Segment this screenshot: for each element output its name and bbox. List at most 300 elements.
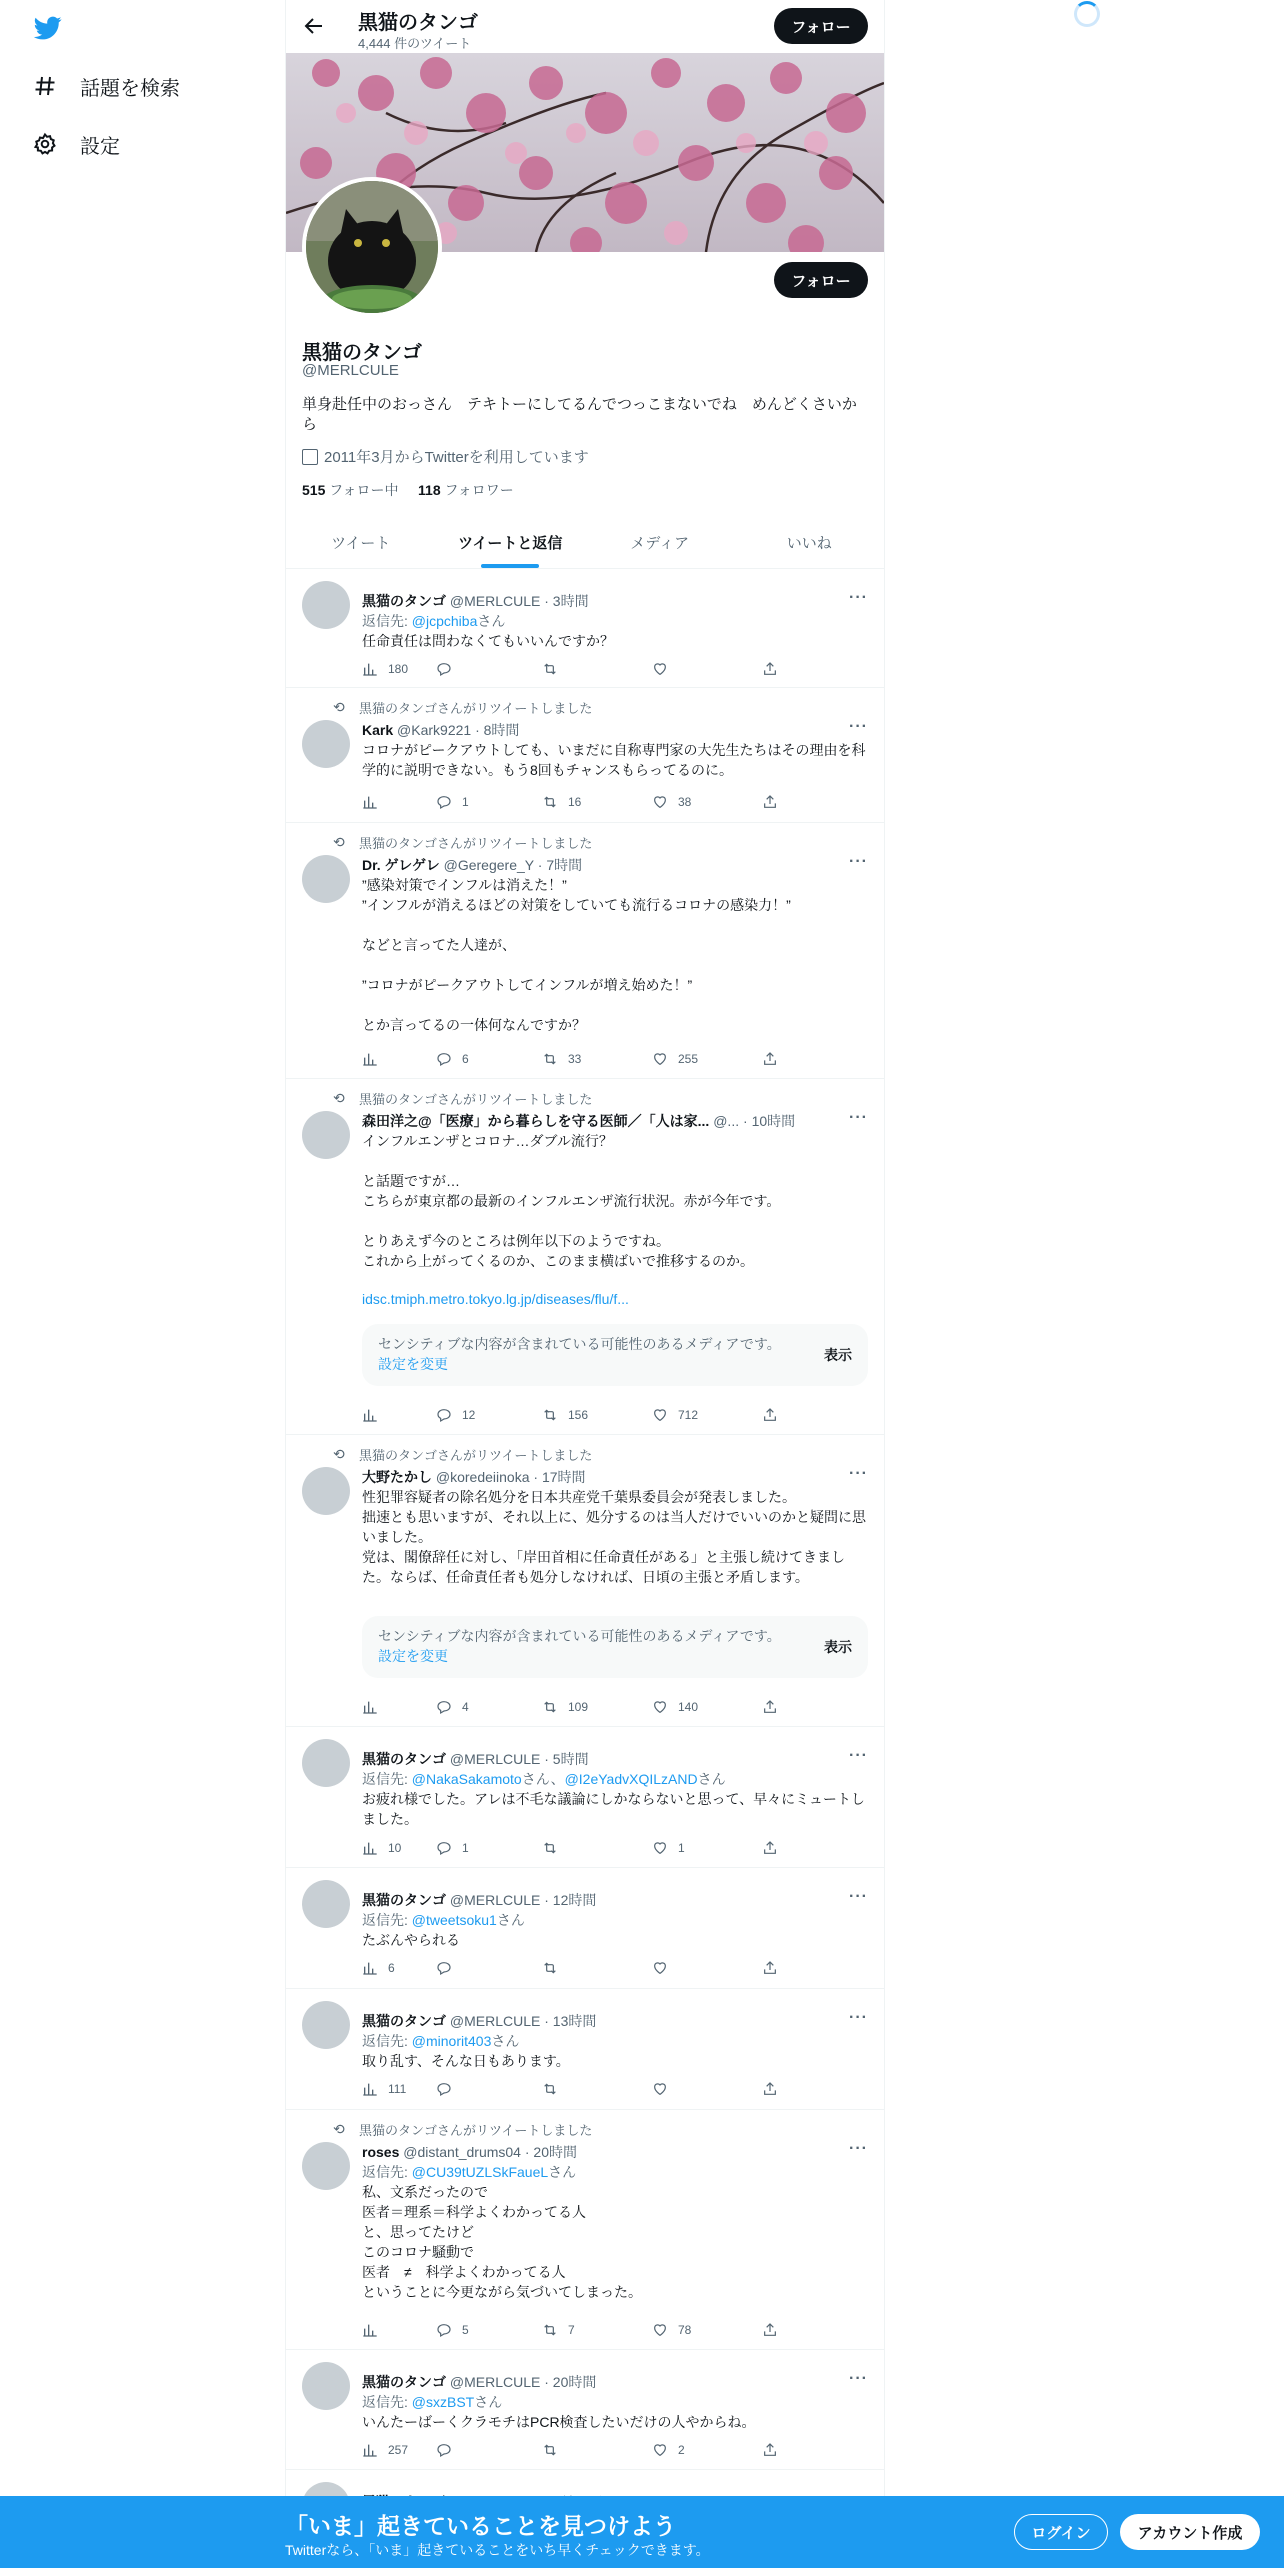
heart-icon bbox=[652, 1407, 668, 1423]
author-name[interactable]: 黒猫のタンゴ bbox=[362, 2013, 446, 2029]
reply-to-user-link[interactable]: @I2eYadvXQILzAND bbox=[564, 1771, 698, 1787]
views-button[interactable] bbox=[362, 661, 408, 677]
reply-suffix: さん bbox=[477, 613, 506, 629]
more-options-icon[interactable]: ··· bbox=[849, 2370, 868, 2387]
author-handle[interactable]: @Geregere_Y bbox=[443, 857, 534, 873]
share-icon bbox=[762, 1407, 778, 1423]
gear-icon bbox=[32, 131, 58, 157]
reply-button[interactable] bbox=[436, 1051, 469, 1067]
reply-icon bbox=[436, 2322, 452, 2338]
reply-button[interactable] bbox=[436, 661, 462, 677]
like-button[interactable] bbox=[652, 794, 691, 810]
reply-count: 1 bbox=[462, 795, 469, 809]
views-icon bbox=[362, 1051, 378, 1067]
views-count: 257 bbox=[388, 2443, 409, 2457]
retweet-icon bbox=[542, 1840, 558, 1856]
tweet-actions bbox=[362, 661, 782, 681]
profile-joined bbox=[302, 446, 589, 467]
tweet-actions bbox=[362, 1051, 782, 1071]
share-button[interactable] bbox=[762, 2442, 788, 2458]
heart-icon bbox=[652, 1960, 668, 1976]
tweet-text: たぶんやられる bbox=[362, 1932, 460, 1948]
nav-settings[interactable] bbox=[32, 124, 120, 164]
author-handle[interactable]: @MERLCULE bbox=[449, 593, 541, 609]
retweet-icon bbox=[542, 1407, 558, 1423]
reply-icon bbox=[436, 2442, 452, 2458]
tweet-text: 任命責任は問わなくてもいいんですか？ bbox=[362, 633, 614, 649]
likes-count: 2 bbox=[678, 2443, 685, 2457]
tweet-time[interactable]: 20時間 bbox=[533, 2144, 577, 2160]
reply-count: 6 bbox=[462, 1052, 469, 1066]
tweet-meta: Kark @Kark9221 · 8時間 bbox=[362, 722, 520, 738]
author-name[interactable]: 黒猫のタンゴ bbox=[362, 593, 446, 609]
reply-button[interactable] bbox=[436, 2322, 469, 2338]
reply-button[interactable] bbox=[436, 794, 469, 810]
views-icon bbox=[362, 794, 378, 810]
tweet-actions bbox=[362, 1407, 782, 1427]
tweet-item[interactable] bbox=[286, 1435, 884, 1727]
retweet-indicator bbox=[333, 833, 592, 852]
retweet-icon: ⟲ bbox=[333, 2121, 345, 2137]
retweet-icon bbox=[542, 1960, 558, 1976]
share-button[interactable] bbox=[762, 1699, 788, 1715]
retweet-button[interactable] bbox=[542, 2442, 568, 2458]
profile-joined-text: 2011年3月からTwitterを利用しています bbox=[324, 449, 589, 466]
likes-count: 255 bbox=[678, 1052, 699, 1066]
like-button[interactable] bbox=[652, 1699, 698, 1715]
share-button[interactable] bbox=[762, 1051, 788, 1067]
retweet-button[interactable] bbox=[542, 1051, 581, 1067]
reply-to-user-link[interactable]: @jcpchiba bbox=[411, 613, 478, 629]
reply-to bbox=[362, 2392, 502, 2412]
header-follow-button[interactable]: フォロー bbox=[774, 8, 868, 44]
tweet-text: 私、文系だったので 医者＝理系＝科学よくわかってる人 と、思ってたけど このコロナ騒動で 医者 ≠ 科学よくわかってる人 ということに今更ながら気づいてしまった。 bbox=[362, 2184, 642, 2300]
reply-button[interactable] bbox=[436, 2442, 462, 2458]
share-button[interactable] bbox=[762, 794, 788, 810]
reply-count: 12 bbox=[462, 1408, 476, 1422]
show-media-button[interactable]: 表示 bbox=[824, 1347, 852, 1363]
reply-to bbox=[362, 2031, 519, 2051]
retweet-icon: ⟲ bbox=[333, 699, 345, 715]
signup-button[interactable]: アカウント作成 bbox=[1120, 2514, 1260, 2550]
author-handle[interactable]: @koredeiinoka bbox=[435, 1469, 530, 1485]
retweet-icon bbox=[542, 2442, 558, 2458]
sensitive-media-warning bbox=[362, 1616, 868, 1678]
avatar[interactable] bbox=[302, 2001, 350, 2049]
tweet-time[interactable]: 8時間 bbox=[483, 722, 520, 738]
tweet-meta: 黒猫のタンゴ @MERLCULE · 20時間 bbox=[362, 2374, 597, 2390]
following-count: 515 bbox=[302, 482, 326, 498]
tab-likes[interactable]: いいね bbox=[786, 534, 832, 552]
tweet-text: 性犯罪容疑者の除名処分を日本共産党千葉県委員会が発表しました。 拙速とも思いますが、それ以上に、処分するのは当人だけでいいのかと疑問に思いました。 党は、閣僚辞任に対し、「岸田首相に任命責任がある」と主張し続けてきました。ならば、任命責任者も処分しなければ、日頃の主張と矛盾します。 bbox=[362, 1489, 866, 1585]
reply-to-user-link[interactable]: @sxzBST bbox=[411, 2394, 475, 2410]
tweet-actions bbox=[362, 2322, 782, 2342]
reply-icon bbox=[436, 661, 452, 677]
more-options-icon[interactable]: ··· bbox=[849, 1465, 868, 1482]
share-button[interactable] bbox=[762, 2322, 788, 2338]
tweet-actions bbox=[362, 1840, 782, 1860]
reply-to-user-link[interactable]: @minorit403 bbox=[411, 2033, 492, 2049]
heart-icon bbox=[652, 1051, 668, 1067]
prompt-title: 「いま」起きていることを見つけよう bbox=[285, 2513, 676, 2539]
more-options-icon[interactable]: ··· bbox=[849, 2009, 868, 2026]
reply-suffix: さん bbox=[697, 1771, 726, 1787]
reply-prefix: 返信先: bbox=[362, 2394, 412, 2410]
author-handle[interactable]: @MERLCULE bbox=[449, 2374, 541, 2390]
share-button[interactable] bbox=[762, 1960, 788, 1976]
tweet-meta: 黒猫のタンゴ @MERLCULE · 3時間 bbox=[362, 593, 589, 609]
views-icon bbox=[362, 2442, 378, 2458]
tweet-actions bbox=[362, 1699, 782, 1719]
profile-avatar[interactable] bbox=[302, 177, 442, 317]
profile-handle: @MERLCULE bbox=[302, 362, 399, 379]
avatar[interactable] bbox=[302, 720, 350, 768]
views-icon bbox=[362, 1840, 378, 1856]
avatar[interactable] bbox=[302, 855, 350, 903]
left-sidebar bbox=[0, 0, 285, 2568]
tweet-link[interactable]: idsc.tmiph.metro.tokyo.lg.jp/diseases/flu/f... bbox=[362, 1291, 629, 1307]
heart-icon bbox=[652, 1699, 668, 1715]
tweet-meta: roses @distant_drums04 · 20時間 bbox=[362, 2144, 577, 2160]
loading-spinner-icon bbox=[1074, 1, 1100, 27]
share-icon bbox=[762, 1840, 778, 1856]
more-options-icon[interactable]: ··· bbox=[849, 2140, 868, 2157]
profile-header-bar bbox=[286, 0, 884, 53]
likes-count: 712 bbox=[678, 1408, 699, 1422]
reply-to-user-link[interactable]: @NakaSakamoto bbox=[411, 1771, 522, 1787]
likes-count: 38 bbox=[678, 795, 692, 809]
reply-to-user-link[interactable]: @CU39tUZLSkFaueL bbox=[411, 2164, 549, 2180]
nav-explore[interactable] bbox=[32, 66, 180, 106]
views-count: 6 bbox=[388, 1961, 395, 1975]
reply-to bbox=[362, 1910, 525, 1930]
retweet-icon bbox=[542, 1699, 558, 1715]
following-label: フォロー中 bbox=[329, 482, 399, 498]
sensitive-media-warning bbox=[362, 1324, 868, 1386]
share-button[interactable] bbox=[762, 1840, 788, 1856]
share-button[interactable] bbox=[762, 2081, 788, 2097]
avatar[interactable] bbox=[302, 1111, 350, 1159]
author-name[interactable]: 黒猫のタンゴ bbox=[362, 2374, 446, 2390]
like-button[interactable] bbox=[652, 1407, 698, 1423]
tab-tweets[interactable]: ツイート bbox=[331, 534, 391, 552]
retweet-indicator bbox=[333, 1089, 592, 1108]
retweet-indicator-label: 黒猫のタンゴさんがリツイートしました bbox=[359, 701, 593, 716]
retweet-indicator bbox=[333, 1445, 592, 1464]
views-icon bbox=[362, 2322, 378, 2338]
tweet-time[interactable]: 7時間 bbox=[546, 857, 583, 873]
reply-icon bbox=[436, 1960, 452, 1976]
retweet-icon bbox=[542, 794, 558, 810]
share-icon bbox=[762, 1051, 778, 1067]
like-button[interactable] bbox=[652, 1051, 698, 1067]
retweet-count: 109 bbox=[568, 1700, 589, 1714]
reply-to-user-link[interactable]: @tweetsoku1 bbox=[411, 1912, 497, 1928]
heart-icon bbox=[652, 794, 668, 810]
author-handle[interactable]: @MERLCULE bbox=[449, 1751, 541, 1767]
likes-count: 140 bbox=[678, 1700, 699, 1714]
tweet-time[interactable]: 20時間 bbox=[552, 2374, 597, 2390]
author-handle[interactable]: @distant_drums04 bbox=[403, 2144, 521, 2160]
tweet-item[interactable] bbox=[286, 1727, 884, 1868]
more-options-icon[interactable]: ··· bbox=[849, 718, 868, 735]
nav-settings-label: 設定 bbox=[80, 135, 120, 158]
tweet-actions bbox=[362, 2442, 782, 2462]
reply-prefix: 返信先: bbox=[362, 2164, 412, 2180]
profile-tabs bbox=[286, 516, 884, 569]
retweet-indicator-label: 黒猫のタンゴさんがリツイートしました bbox=[359, 2123, 593, 2138]
followers-count: 118 bbox=[418, 482, 441, 498]
views-button[interactable] bbox=[362, 1051, 388, 1067]
views-button[interactable] bbox=[362, 794, 388, 810]
views-count: 180 bbox=[388, 662, 409, 676]
likes-count: 78 bbox=[678, 2323, 692, 2337]
tweet-time[interactable]: 5時間 bbox=[552, 1751, 589, 1767]
tweet-item[interactable] bbox=[286, 569, 884, 688]
profile-follow-button[interactable]: フォロー bbox=[774, 262, 868, 298]
tweet-actions bbox=[362, 2081, 782, 2101]
views-button[interactable] bbox=[362, 1699, 388, 1715]
tweet-time[interactable]: 17時間 bbox=[541, 1469, 586, 1485]
reply-button[interactable] bbox=[436, 2081, 462, 2097]
retweet-indicator-label: 黒猫のタンゴさんがリツイートしました bbox=[359, 1448, 593, 1463]
retweet-indicator-label: 黒猫のタンゴさんがリツイートしました bbox=[359, 1092, 593, 1107]
following-link[interactable] bbox=[302, 482, 399, 498]
reply-to bbox=[362, 611, 505, 631]
heart-icon bbox=[652, 2322, 668, 2338]
retweet-icon: ⟲ bbox=[333, 834, 345, 850]
like-button[interactable] bbox=[652, 1840, 685, 1856]
tweet-time[interactable]: 10時間 bbox=[751, 1113, 796, 1129]
tweet-text: いんたーばーくクラモチはPCR検査したいだけの人やからね。 bbox=[362, 2414, 756, 2430]
retweet-button[interactable] bbox=[542, 1960, 568, 1976]
retweet-button[interactable] bbox=[542, 1840, 568, 1856]
more-options-icon[interactable]: ··· bbox=[849, 1109, 868, 1126]
like-button[interactable] bbox=[652, 2442, 685, 2458]
retweet-count: 16 bbox=[568, 795, 582, 809]
tweet-meta: 黒猫のタンゴ @MERLCULE · 5時間 bbox=[362, 1751, 589, 1767]
retweet-icon bbox=[542, 661, 558, 677]
tweet-item[interactable] bbox=[286, 823, 884, 1079]
author-name[interactable]: Kark bbox=[362, 722, 394, 738]
tweet-meta: 黒猫のタンゴ @MERLCULE · 12時間 bbox=[362, 1892, 597, 1908]
author-name[interactable]: roses bbox=[362, 2144, 400, 2160]
views-button[interactable] bbox=[362, 1960, 395, 1976]
share-button[interactable] bbox=[762, 1407, 788, 1423]
login-button[interactable]: ログイン bbox=[1014, 2514, 1108, 2550]
like-button[interactable] bbox=[652, 661, 678, 677]
author-name[interactable]: 森田洋之@「医療」から暮らしを守る医師／「人は家... bbox=[362, 1113, 710, 1129]
tweet-text: インフルエンザとコロナ…ダブル流行？ と話題ですが… こちらが東京都の最新のインフルエンザ流行状況。赤が今年です。 とりあえず今のところは例年以下のようですね。 これから上がってくるのか、このまま横ばいで推移するのか。 bbox=[362, 1133, 781, 1269]
reply-icon bbox=[436, 1051, 452, 1067]
retweet-button[interactable] bbox=[542, 1699, 588, 1715]
like-button[interactable] bbox=[652, 2322, 691, 2338]
author-handle[interactable]: @MERLCULE bbox=[449, 1892, 541, 1908]
reply-suffix: さん bbox=[548, 2164, 577, 2180]
signup-prompt-bar bbox=[0, 2496, 1284, 2568]
reply-button[interactable] bbox=[436, 1960, 462, 1976]
prompt-subtitle: Twitterなら、「いま」起きていることをいち早くチェックできます。 bbox=[285, 2542, 710, 2558]
retweet-button[interactable] bbox=[542, 661, 568, 677]
sensitive-text bbox=[378, 1626, 788, 1666]
retweet-indicator-label: 黒猫のタンゴさんがリツイートしました bbox=[359, 836, 593, 851]
avatar[interactable] bbox=[302, 581, 350, 629]
avatar[interactable] bbox=[302, 2142, 350, 2190]
sensitive-notice: センシティブな内容が含まれている可能性のあるメディアです。 bbox=[378, 1336, 781, 1352]
heart-icon bbox=[652, 661, 668, 677]
reply-icon bbox=[436, 1840, 452, 1856]
retweet-button[interactable] bbox=[542, 794, 581, 810]
change-settings-link[interactable]: 設定を変更 bbox=[378, 1356, 448, 1372]
reply-icon bbox=[436, 1407, 452, 1423]
followers-label: フォロワー bbox=[444, 482, 514, 498]
reply-prefix: 返信先: bbox=[362, 1912, 412, 1928]
retweet-button[interactable] bbox=[542, 2322, 575, 2338]
views-button[interactable] bbox=[362, 2322, 388, 2338]
reply-button[interactable] bbox=[436, 1699, 469, 1715]
tweet-text: お疲れ様でした。アレは不毛な議論にしかならないと思って、早々にミュートしました。 bbox=[362, 1791, 865, 1827]
tab-media[interactable]: メディア bbox=[630, 534, 690, 552]
share-icon bbox=[762, 794, 778, 810]
tweet-text: ”感染対策でインフルは消えた！” ”インフルが消えるほどの対策をしていても流行るコロナの感染力！” などと言ってた人達が、 ”コロナがピークアウトしてインフルが増え始めた！” とか言ってるの一体何なんですか？ bbox=[362, 877, 791, 1033]
reply-count: 4 bbox=[462, 1700, 469, 1714]
views-count: 111 bbox=[388, 2082, 407, 2096]
like-button[interactable] bbox=[652, 1960, 678, 1976]
views-button[interactable] bbox=[362, 1840, 401, 1856]
author-name[interactable]: Dr. ゲレゲレ bbox=[362, 857, 440, 873]
reply-suffix: さん bbox=[496, 1912, 525, 1928]
views-icon bbox=[362, 1699, 378, 1715]
views-count: 10 bbox=[388, 1841, 402, 1855]
show-media-button[interactable]: 表示 bbox=[824, 1639, 852, 1655]
more-options-icon[interactable]: ··· bbox=[849, 1747, 868, 1764]
header-name: 黒猫のタンゴ bbox=[358, 12, 478, 34]
more-options-icon[interactable]: ··· bbox=[849, 589, 868, 606]
retweet-indicator bbox=[333, 2120, 592, 2139]
tab-tweets-and-replies[interactable]: ツイートと返信 bbox=[436, 516, 586, 568]
retweet-count: 156 bbox=[568, 1408, 589, 1422]
reply-count: 1 bbox=[462, 1841, 469, 1855]
likes-count: 1 bbox=[678, 1841, 685, 1855]
retweet-icon: ⟲ bbox=[333, 1446, 345, 1462]
reply-prefix: 返信先: bbox=[362, 2033, 412, 2049]
tweet-item[interactable] bbox=[286, 2110, 884, 2350]
tweet-text: 取り乱す、そんな日もあります。 bbox=[362, 2053, 570, 2069]
author-name[interactable]: 大野たかし bbox=[362, 1469, 432, 1485]
tweet-meta: 黒猫のタンゴ @MERLCULE · 13時間 bbox=[362, 2013, 597, 2029]
profile-stats bbox=[302, 480, 514, 500]
author-handle[interactable]: @... bbox=[713, 1113, 740, 1129]
author-name[interactable]: 黒猫のタンゴ bbox=[362, 1751, 446, 1767]
reply-icon bbox=[436, 794, 452, 810]
avatar[interactable] bbox=[302, 1739, 350, 1787]
reply-to bbox=[362, 2162, 576, 2182]
avatar[interactable] bbox=[302, 2362, 350, 2410]
reply-button[interactable] bbox=[436, 1840, 469, 1856]
views-icon bbox=[362, 1407, 378, 1423]
tweet-time[interactable]: 12時間 bbox=[552, 1892, 597, 1908]
tweet-item[interactable] bbox=[286, 1868, 884, 1989]
tweet-actions bbox=[362, 1960, 782, 1980]
twitter-logo-icon[interactable] bbox=[32, 14, 64, 42]
reply-icon bbox=[436, 1699, 452, 1715]
retweet-count: 7 bbox=[568, 2323, 575, 2337]
followers-link[interactable] bbox=[418, 482, 514, 498]
share-icon bbox=[762, 1960, 778, 1976]
tweet-meta: 大野たかし @koredeiinoka · 17時間 bbox=[362, 1469, 586, 1485]
author-handle[interactable]: @MERLCULE bbox=[449, 2013, 541, 2029]
retweet-button[interactable] bbox=[542, 2081, 568, 2097]
calendar-icon bbox=[302, 449, 318, 465]
reply-suffix: さん bbox=[521, 1771, 551, 1787]
back-arrow-icon[interactable] bbox=[302, 14, 328, 40]
nav-explore-label: 話題を検索 bbox=[80, 77, 180, 100]
retweet-indicator bbox=[333, 698, 592, 717]
hashtag-icon bbox=[32, 73, 58, 99]
author-name[interactable]: 黒猫のタンゴ bbox=[362, 1892, 446, 1908]
retweet-icon bbox=[542, 1051, 558, 1067]
author-handle[interactable]: @Kark9221 bbox=[397, 722, 472, 738]
retweet-count: 33 bbox=[568, 1052, 582, 1066]
reply-prefix: 返信先: bbox=[362, 1771, 412, 1787]
like-button[interactable] bbox=[652, 2081, 678, 2097]
heart-icon bbox=[652, 1840, 668, 1856]
tweet-meta: Dr. ゲレゲレ @Geregere_Y · 7時間 bbox=[362, 857, 583, 873]
views-button[interactable] bbox=[362, 1407, 388, 1423]
views-button[interactable] bbox=[362, 2442, 408, 2458]
avatar[interactable] bbox=[302, 1880, 350, 1928]
sensitive-notice: センシティブな内容が含まれている可能性のあるメディアです。 bbox=[378, 1628, 781, 1644]
tweet-item[interactable] bbox=[286, 1079, 884, 1435]
change-settings-link[interactable]: 設定を変更 bbox=[378, 1648, 448, 1664]
avatar[interactable] bbox=[302, 1467, 350, 1515]
heart-icon bbox=[652, 2081, 668, 2097]
profile-column bbox=[285, 0, 885, 2568]
reply-suffix: さん bbox=[491, 2033, 520, 2049]
views-button[interactable] bbox=[362, 2081, 406, 2097]
tweet-item[interactable] bbox=[286, 1989, 884, 2110]
profile-name: 黒猫のタンゴ bbox=[302, 342, 422, 364]
more-options-icon[interactable]: ··· bbox=[849, 853, 868, 870]
reply-to: 返信先: @NakaSakamotoさん、@I2eYadvXQILzANDさん bbox=[362, 1771, 726, 1787]
views-icon bbox=[362, 2081, 378, 2097]
tweet-item[interactable] bbox=[286, 2350, 884, 2470]
reply-count: 5 bbox=[462, 2323, 469, 2337]
profile-bio: 単身赴任中のおっさん テキトーにしてるんでつっこまないでね めんどくさいから bbox=[302, 396, 857, 433]
tweet-time[interactable]: 3時間 bbox=[552, 593, 589, 609]
retweet-icon bbox=[542, 2322, 558, 2338]
share-button[interactable] bbox=[762, 661, 788, 677]
views-icon bbox=[362, 661, 378, 677]
tweet-time[interactable]: 13時間 bbox=[552, 2013, 597, 2029]
views-icon bbox=[362, 1960, 378, 1976]
tweet-item[interactable] bbox=[286, 688, 884, 823]
tweet-text: コロナがピークアウトしても、いまだに自称専門家の大先生たちはその理由を科学的に説明できない。もう8回もチャンスもらってるのに。 bbox=[362, 742, 866, 778]
heart-icon bbox=[652, 2442, 668, 2458]
tweet-meta: 森田洋之@「医療」から暮らしを守る医師／「人は家... @... · 10時間 bbox=[362, 1113, 796, 1129]
tweet-actions bbox=[362, 794, 782, 814]
share-icon bbox=[762, 661, 778, 677]
share-icon bbox=[762, 2081, 778, 2097]
retweet-icon: ⟲ bbox=[333, 1090, 345, 1106]
retweet-button[interactable] bbox=[542, 1407, 588, 1423]
retweet-icon bbox=[542, 2081, 558, 2097]
header-tweet-count: 4,444 件のツイート bbox=[358, 36, 472, 51]
more-options-icon[interactable]: ··· bbox=[849, 1888, 868, 1905]
share-icon bbox=[762, 2322, 778, 2338]
share-icon bbox=[762, 1699, 778, 1715]
reply-button[interactable] bbox=[436, 1407, 475, 1423]
